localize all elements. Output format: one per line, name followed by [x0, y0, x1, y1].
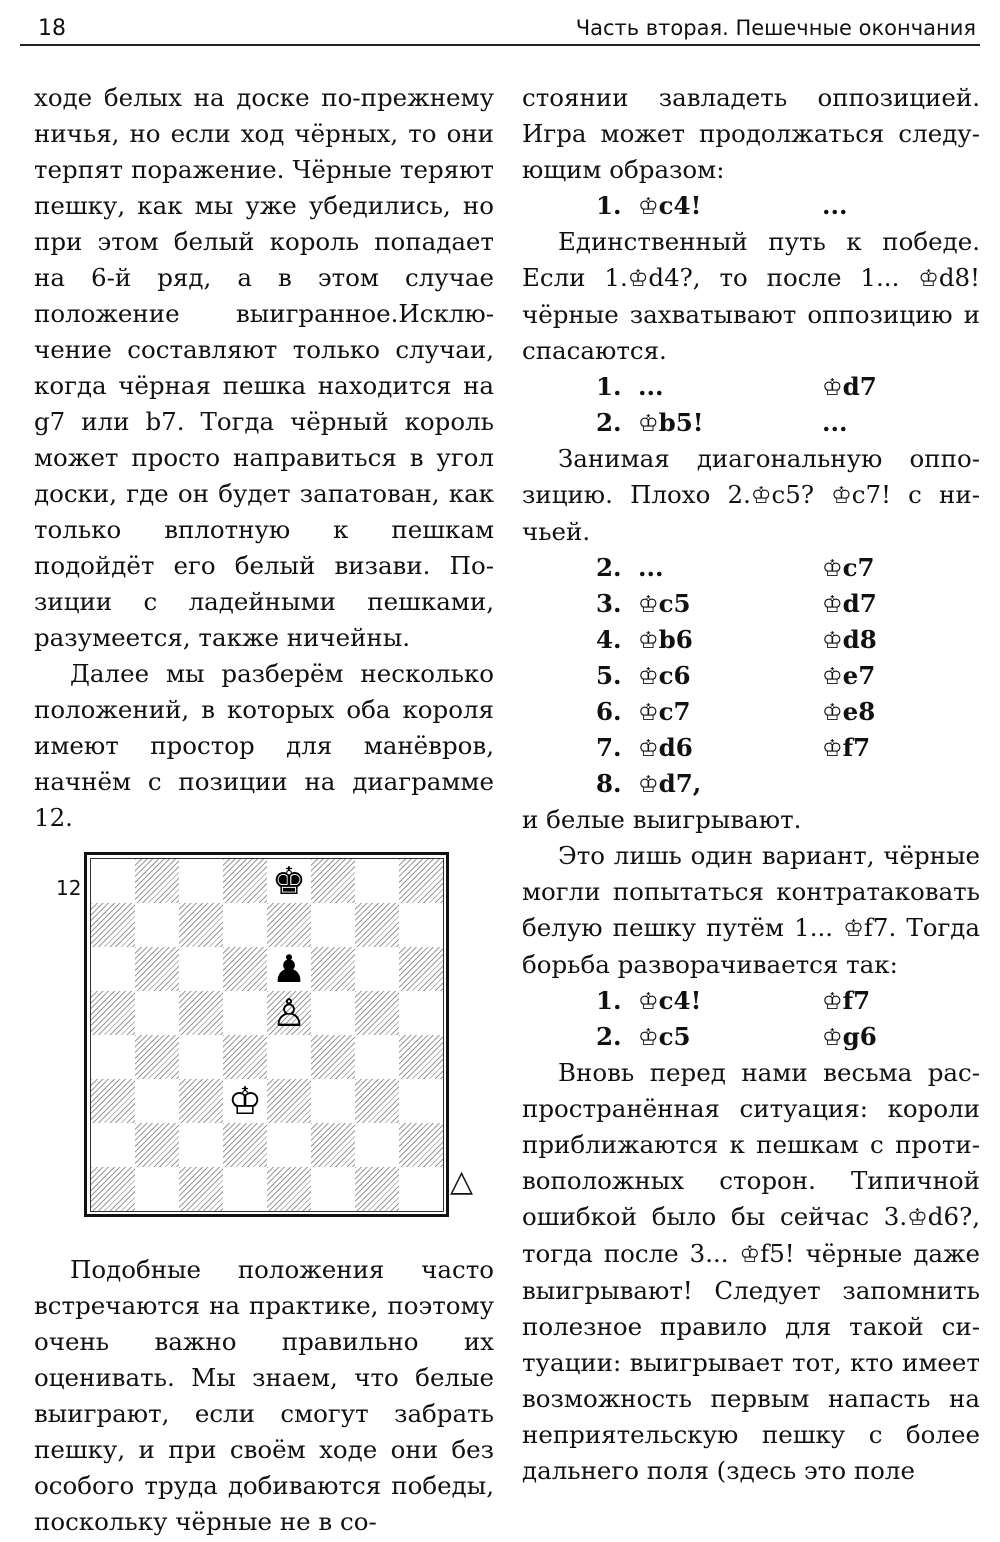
move-text: d7	[842, 372, 877, 401]
light-square	[135, 1079, 179, 1123]
light-square	[179, 947, 223, 991]
move-number: 1.	[596, 372, 622, 401]
dark-square	[91, 1167, 135, 1211]
king-icon: ♔	[638, 411, 659, 437]
move-number: 5.	[596, 661, 622, 690]
move-text: d6	[658, 733, 693, 762]
page-number: 18	[38, 16, 66, 41]
king-icon: ♔	[822, 628, 843, 654]
white-move	[638, 586, 691, 623]
king-icon: ♔	[638, 628, 659, 654]
move-text: ...	[822, 191, 848, 220]
move-text: d8	[842, 625, 877, 654]
move-text: c7	[842, 553, 875, 582]
move-number: 4.	[596, 625, 622, 654]
move-text: d7	[842, 589, 877, 618]
light-square	[223, 1167, 267, 1211]
running-title: Часть вторая. Пешечные окончания	[575, 16, 976, 40]
white-pawn-e5-icon: ♙	[271, 991, 307, 1035]
move-row	[522, 658, 980, 694]
dark-square	[399, 859, 443, 903]
move-number: 3.	[596, 589, 622, 618]
move-text: d7,	[658, 769, 702, 798]
left-paragraph-2: Далее мы разберём несколько положений, в которых оба короля имеют простор для манёвров, начнём с позиции на диаграмме 12.	[34, 659, 494, 832]
king-icon: ♔	[822, 592, 843, 618]
king-icon: ♔	[638, 194, 659, 220]
dark-square	[179, 1167, 223, 1211]
move-number: 2.	[596, 553, 622, 582]
light-square	[311, 903, 355, 947]
black-pawn-e6-icon: ♟	[271, 947, 307, 991]
light-square	[355, 1123, 399, 1167]
light-square	[399, 903, 443, 947]
light-square	[179, 1123, 223, 1167]
move-list-2	[522, 369, 980, 441]
move-row	[522, 405, 980, 441]
text-part: Это лишь один вариант, чёрные могли попытаться контратаковать белую пешку путём 1...	[522, 841, 980, 942]
text-part: Вновь перед нами весьма распространённая ситуация: короли приближаются к пешкам с противоположных сторон. Типичной ошибкой было бы сейчас 3.	[522, 1058, 980, 1231]
king-icon: ♔	[638, 989, 659, 1015]
move-row	[522, 730, 980, 766]
white-move	[638, 983, 701, 1020]
dark-square	[399, 1123, 443, 1167]
king-icon: ♔	[822, 1025, 843, 1051]
move-row	[522, 983, 980, 1019]
black-move	[822, 658, 875, 695]
light-square	[135, 991, 179, 1035]
dark-square	[311, 1035, 355, 1079]
light-square	[91, 1123, 135, 1167]
black-king-icon: ♔	[918, 266, 939, 292]
left-paragraph-3: Подобные положения часто встречаются на практике, поэтому очень важно правильно их оценивать. Мы знаем, что белые выиграют, если смогут забрать пешку, и при своём ходе они без особого труда добиваются победы, поскольку чёрные не в со-	[34, 1255, 494, 1536]
black-move	[822, 1019, 877, 1056]
white-move	[638, 369, 664, 405]
light-square	[179, 859, 223, 903]
move-row	[522, 369, 980, 405]
right-paragraph-1: стоянии завладеть оппозицией. Игра может продолжаться следующим образом:	[522, 83, 980, 184]
white-king-d3-icon: ♔	[227, 1079, 263, 1123]
light-square	[91, 947, 135, 991]
move-number: 1.	[596, 986, 622, 1015]
white-move	[638, 658, 691, 695]
move-text: f7	[842, 733, 871, 762]
black-king-icon: ♔	[739, 1242, 761, 1268]
king-icon: ♔	[638, 592, 659, 618]
move-number: 2.	[596, 1022, 622, 1051]
white-move	[638, 694, 691, 731]
dark-square	[223, 1123, 267, 1167]
dark-square	[91, 1079, 135, 1123]
text-part: d4?, то после 1...	[648, 263, 919, 292]
dark-square	[91, 903, 135, 947]
move-row	[522, 188, 980, 224]
right-paragraph-6	[522, 1055, 980, 1489]
move-text: ...	[638, 553, 664, 582]
white-move	[638, 766, 701, 803]
right-paragraph-2	[522, 224, 980, 369]
dark-square	[91, 991, 135, 1035]
diagram	[34, 852, 494, 1252]
king-icon: ♔	[638, 700, 659, 726]
move-text: c7	[658, 697, 691, 726]
move-text: ...	[822, 408, 848, 437]
right-paragraph-3	[522, 441, 980, 550]
light-square	[135, 1167, 179, 1211]
light-square	[91, 859, 135, 903]
dark-square	[355, 1167, 399, 1211]
king-icon: ♔	[638, 772, 659, 798]
dark-square	[179, 903, 223, 947]
right-paragraph-5	[522, 838, 980, 983]
black-king-icon: ♔	[843, 916, 864, 942]
dark-square	[223, 947, 267, 991]
light-square	[311, 991, 355, 1035]
move-row	[522, 1019, 980, 1055]
move-text: e7	[842, 661, 876, 690]
dark-square	[223, 1035, 267, 1079]
move-text: g6	[842, 1022, 877, 1051]
text-part: Единственный путь к победе. Если 1.	[522, 227, 980, 292]
text-part: c7! с ничьей.	[522, 480, 980, 546]
text-part: c5?	[771, 480, 832, 509]
move-text: c5	[658, 589, 691, 618]
white-to-move-icon: △	[450, 1164, 474, 1199]
move-row	[522, 766, 980, 802]
dark-square	[135, 1035, 179, 1079]
black-move	[822, 369, 877, 406]
black-move	[822, 405, 848, 441]
light-square	[355, 859, 399, 903]
move-text: e8	[842, 697, 876, 726]
move-text: b5!	[658, 408, 704, 437]
white-move	[638, 622, 693, 659]
black-king-icon: ♔	[831, 483, 852, 509]
board-grid	[90, 858, 444, 1212]
text-part: f7. Тогда борьба разворачивается так:	[522, 913, 980, 979]
king-icon: ♔	[822, 664, 843, 690]
light-square	[135, 903, 179, 947]
move-text: c6	[658, 661, 691, 690]
white-move	[638, 405, 704, 442]
move-text: c4!	[658, 191, 702, 220]
move-row	[522, 550, 980, 586]
move-list-1	[522, 188, 980, 224]
move-text: f7	[842, 986, 871, 1015]
white-king-icon: ♔	[907, 1205, 928, 1231]
light-square	[399, 1079, 443, 1123]
king-icon: ♔	[822, 736, 843, 762]
white-king-icon: ♔	[750, 483, 772, 509]
move-text: c4!	[658, 986, 702, 1015]
text-part: d8! чёрные захватывают оппозицию и спасаются.	[522, 263, 980, 365]
black-move	[822, 188, 848, 224]
dark-square	[311, 859, 355, 903]
light-square	[311, 1079, 355, 1123]
diagram-number: 12	[56, 876, 82, 900]
dark-square	[311, 947, 355, 991]
move-list-3	[522, 550, 980, 802]
black-move	[822, 586, 877, 623]
left-paragraph-1: ходе белых на доске по-прежнему ничья, но если ход чёрных, то они терпят поражение. Чёрные теряют пешку, как мы уже убедились, но при этом белый король попадает на 6-й ряд, а в этом случае положение выигранное.Исключение составляют только случаи, когда чёрная пешка находится на g7 или b7. Тогда чёрный король может просто направиться в угол доски, где он будет запатован, как только вплотную к пешкам подойдёт его белый визави. Позиции с ладейными пешками, разумеется, также ничейны.	[34, 83, 494, 652]
white-move	[638, 730, 693, 767]
dark-square	[399, 947, 443, 991]
king-icon: ♔	[822, 700, 843, 726]
right-column	[522, 80, 980, 1489]
move-number: 6.	[596, 697, 622, 726]
left-column	[34, 80, 494, 1540]
move-text: b6	[658, 625, 693, 654]
dark-square	[267, 903, 311, 947]
dark-square	[355, 1079, 399, 1123]
move-number: 8.	[596, 769, 622, 798]
light-square	[223, 903, 267, 947]
move-row	[522, 622, 980, 658]
move-text: c5	[658, 1022, 691, 1051]
king-icon: ♔	[822, 375, 843, 401]
dark-square	[223, 859, 267, 903]
move-list-4	[522, 983, 980, 1055]
dark-square	[135, 859, 179, 903]
king-icon: ♔	[638, 736, 659, 762]
move-number: 2.	[596, 408, 622, 437]
light-square	[223, 991, 267, 1035]
right-paragraph-4: и белые выигрывают.	[522, 805, 802, 834]
light-square	[311, 1167, 355, 1211]
black-move	[822, 983, 870, 1020]
light-square	[399, 991, 443, 1035]
dark-square	[135, 1123, 179, 1167]
white-king-icon: ♔	[627, 266, 649, 292]
running-header	[20, 10, 980, 46]
text-part: Занимая диагональную оппозицию. Плохо 2.	[522, 444, 980, 509]
light-square	[355, 1035, 399, 1079]
dark-square	[267, 1167, 311, 1211]
dark-square	[355, 903, 399, 947]
dark-square	[355, 991, 399, 1035]
black-move	[822, 550, 875, 587]
dark-square	[135, 947, 179, 991]
king-icon: ♔	[822, 989, 843, 1015]
black-move	[822, 730, 870, 767]
king-icon: ♔	[822, 556, 843, 582]
move-row	[522, 586, 980, 622]
king-icon: ♔	[638, 664, 659, 690]
black-move	[822, 694, 875, 731]
dark-square	[179, 1079, 223, 1123]
chess-board	[84, 852, 449, 1217]
light-square	[267, 1035, 311, 1079]
king-icon: ♔	[638, 1025, 659, 1051]
black-king-e8-icon: ♚	[271, 859, 307, 903]
move-row	[522, 694, 980, 730]
light-square	[179, 1035, 223, 1079]
white-move	[638, 1019, 691, 1056]
move-text: ...	[638, 372, 664, 401]
white-move	[638, 550, 664, 586]
text-part: d6?, тогда после 3...	[522, 1202, 980, 1268]
black-move	[822, 622, 877, 659]
move-number: 1.	[596, 191, 622, 220]
text-part: f5! чёрные даже выигрывают! Следует запомнить полезное правило для такой ситуации: выигрывает тот, кто имеет возможность первым напасть на неприятельскую пешку с более дальнего поля (здесь это поле	[522, 1239, 981, 1485]
light-square	[267, 1123, 311, 1167]
light-square	[91, 1035, 135, 1079]
move-number: 7.	[596, 733, 622, 762]
dark-square	[179, 991, 223, 1035]
light-square	[399, 1167, 443, 1211]
dark-square	[267, 1079, 311, 1123]
white-move	[638, 188, 701, 225]
dark-square	[311, 1123, 355, 1167]
dark-square	[399, 1035, 443, 1079]
light-square	[355, 947, 399, 991]
